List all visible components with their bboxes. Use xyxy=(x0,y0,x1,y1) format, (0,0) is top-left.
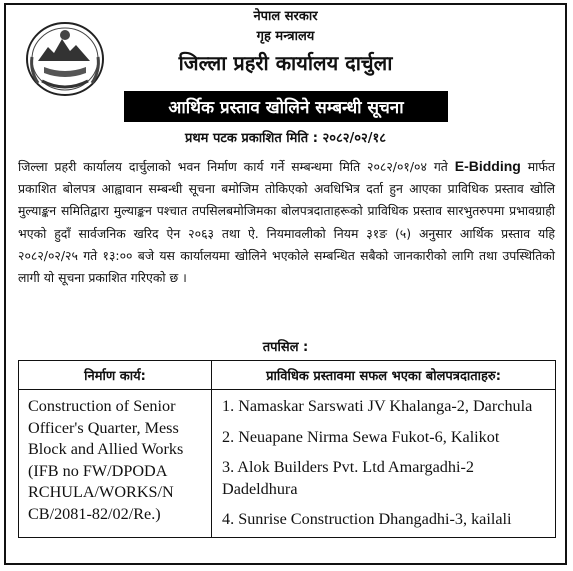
bidder-item: 2. Neuapane Nirma Sewa Fukot-6, Kalikot xyxy=(222,427,500,446)
notice-body-part-1: जिल्ला प्रहरी कार्यालय दार्चुलाको भवन निर्माण कार्य गर्ने सम्बन्धमा मिति २०८२/०१/०४ गते xyxy=(18,159,455,174)
ministry-name: गृह मन्त्रालय xyxy=(256,29,315,44)
bidder-item: 1. Namaskar Sarswati JV Khalanga-2, Darchula xyxy=(222,397,533,415)
publication-date: प्रथम पटक प्रकाशित मिति : २०८२/०२/१८ xyxy=(184,131,387,146)
column-header-work: निर्माण कार्य: xyxy=(19,361,212,390)
table-row xyxy=(19,390,556,538)
bidder-item: 4. Sunrise Construction Dhangadhi-3, kailali xyxy=(222,510,512,528)
work-description: Construction of Senior Officer's Quarter, Mess Block and Allied Works (IFB no FW/DPODA RCHULA/WORKS/N CB/2081-82/02/Re.) xyxy=(19,390,212,538)
notice-body xyxy=(18,155,555,289)
schedule-table xyxy=(18,360,556,538)
government-name: नेपाल सरकार xyxy=(253,9,318,24)
e-bidding-label: E-Bidding xyxy=(454,158,521,174)
notice-title: आर्थिक प्रस्ताव खोलिने सम्बन्धी सूचना xyxy=(124,91,448,122)
bidders-list xyxy=(212,390,556,538)
notice-body-part-2: मार्फत प्रकाशित बोलपत्र आह्वावान सम्बन्धी सूचना बमोजिम तोकिएको अवधिभित्र दर्ता हुन आएका प्राविधिक प्रस्ताव खोलि मुल्याङ्कन समितिद्वारा मुल्याङ्कन पश्चात तपसिलबमोजिमका बोलपत्रदाताहरूको प्राविधिक प्रस्ताव सारभुतरुपमा प्रभावग्राही भएको हुदाँ सार्वजनिक खरिद ऐन २०६३ तथा ऐ. नियमावलीको नियम ३१ङ (५) अनुसार आर्थिक प्रस्ताव यहि २०८२/०२/२५ गते १३:०० बजे यस कार्यालयमा खोलिने भएकोले सम्बन्धित सबैको जानकारीको लागि तथा उपस्थितिको लागी यो सूचना प्रकाशित गरिएको छ । xyxy=(18,159,555,286)
office-name: जिल्ला प्रहरी कार्यालय दार्चुला xyxy=(178,51,393,75)
bidder-item: 3. Alok Builders Pvt. Ltd Amargadhi-2 Dadeldhura xyxy=(222,458,474,498)
notice-document xyxy=(4,3,567,565)
column-header-bidders: प्राविधिक प्रस्तावमा सफल भएका बोलपत्रदाताहरु: xyxy=(212,361,556,390)
schedule-title: तपसिल : xyxy=(262,340,309,355)
